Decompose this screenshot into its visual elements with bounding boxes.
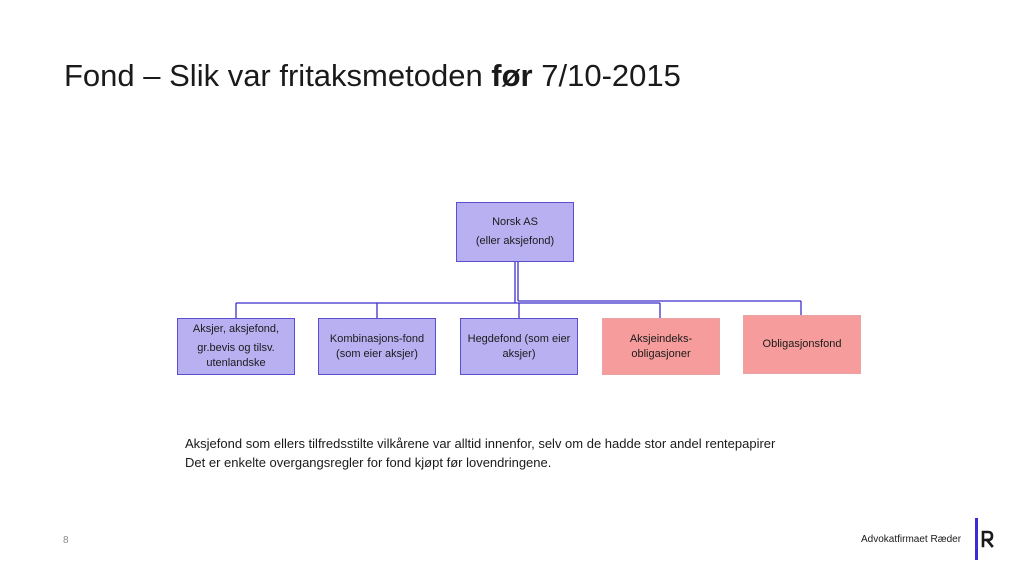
node-label: gr.bevis og tilsv. (197, 342, 275, 354)
page-number: 8 (63, 535, 69, 546)
node-label: Aksjer, aksjefond, (192, 323, 280, 335)
note-line-1: Aksjefond som ellers tilfredsstilte vilkårene var alltid innenfor, selv om de hadde stor andel rentepapirer (185, 436, 776, 451)
node-label: obligasjoner (631, 348, 691, 360)
node-label: (som eier aksjer) (336, 348, 418, 360)
node-label: Kombinasjons-fond (329, 333, 425, 345)
title-suffix: 7/10-2015 (532, 58, 681, 93)
org-node-obligasjonsfond (743, 315, 861, 374)
node-label: Obligasjonsfond (762, 338, 842, 350)
note-line-2: Det er enkelte overgangsregler for fond kjøpt før lovendringene. (185, 455, 552, 470)
footnote-text (185, 434, 775, 472)
org-node-aksjer (177, 318, 295, 375)
org-node-kombinasjonsfond (318, 318, 436, 375)
node-label: Aksjeindeks- (629, 333, 693, 345)
brand-name: Advokatfirmaet Ræder (861, 534, 962, 545)
node-label: Norsk AS (492, 216, 538, 228)
title-bold-word: før (491, 58, 533, 93)
node-label: utenlandske (206, 357, 266, 369)
org-node-aksjeindeksobligasjoner (602, 318, 720, 375)
raeder-logo-icon (975, 518, 995, 560)
node-label: Hegdefond (som eier (467, 333, 571, 345)
org-node-hegdefond (460, 318, 578, 375)
node-label: aksjer) (502, 348, 536, 360)
org-node-norsk-as (456, 202, 574, 262)
node-label: (eller aksjefond) (475, 235, 555, 247)
title-prefix: Fond – Slik var fritaksmetoden (64, 58, 492, 93)
